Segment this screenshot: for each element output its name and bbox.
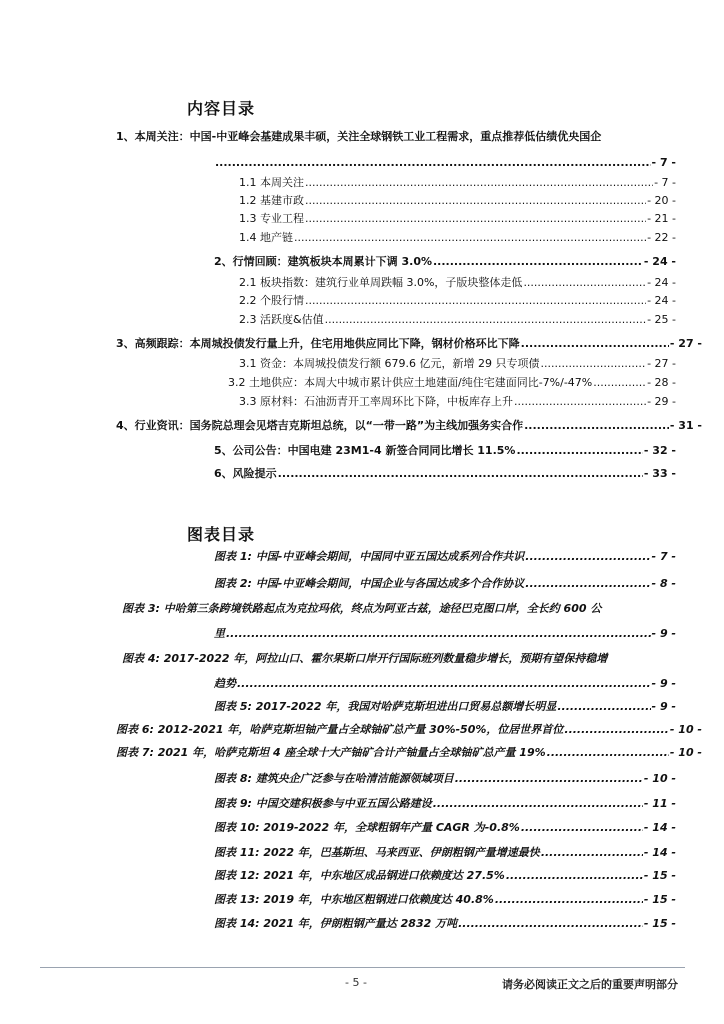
figure-entry[interactable]: 图表 9: 中国交建积极参与中亚五国公路建设 ..... - 11 - [214,797,676,811]
toc-entry[interactable]: 2.1 板块指数：建筑行业单周跌幅 3.0%，子版块整体走低 ..... - 24 - [239,276,676,290]
toc-entry[interactable]: 1.2 基建市政 ..... - 20 - [239,194,676,208]
toc-entry[interactable]: 3、高频跟踪：本周城投债发行量上升，住宅用地供应同比下降，钢材价格环比下降 ..... - 27 - [116,337,702,351]
leader-dots [215,156,651,170]
toc-entry[interactable]: ..... - 7 - [214,156,676,170]
toc-entry[interactable]: 1.1 本周关注 ..... - 7 - [239,176,676,190]
figure-list-title: 图表目录 [187,525,256,544]
figure-entry[interactable]: 图表 14: 2021 年，伊朗粗钢产量达 2832 万吨 ..... - 15 - [214,917,676,931]
figure-entry[interactable]: 图表 6: 2012-2021 年，哈萨克斯坦铀产量占全球铀矿总产量 30%-50%，位居世界首位 ..... - 10 - [116,723,702,737]
figure-entry[interactable]: 图表 10: 2019-2022 年，全球粗钢年产量 CAGR 为-0.8% ..... - 14 - [214,821,676,835]
figure-entry[interactable]: 图表 7: 2021 年，哈萨克斯坦 4 座全球十大产铀矿合计产铀量占全球铀矿总产量 19% ..... - 10 - [116,746,702,760]
toc-entry[interactable]: 3.2 土地供应：本周大中城市累计供应土地建面/纯住宅建面同比-7%/-47% ..... - 28 - [228,376,676,390]
figure-entry[interactable]: 里 ..... - 9 - [214,627,676,641]
toc-entry[interactable]: 1.4 地产链 ..... - 22 - [239,231,676,245]
toc-entry[interactable]: 2、行情回顾：建筑板块本周累计下调 3.0% ..... - 24 - [214,255,676,269]
toc-entry[interactable]: 3.3 原材料：石油沥青开工率周环比下降，中板库存上升 ..... - 29 - [239,395,676,409]
toc-entry[interactable]: 6、风险提示 ..... - 33 - [214,467,676,481]
toc-entry[interactable]: 4、行业资讯：国务院总理会见塔吉克斯坦总统，以“一带一路”为主线加强务实合作 ..... - 31 - [116,419,702,433]
toc-entry[interactable]: 2.3 活跃度&估值 ..... - 25 - [239,313,676,327]
figure-entry[interactable]: 图表 12: 2021 年，中东地区成品钢进口依赖度达 27.5% ..... - 15 - [214,869,676,883]
figure-entry[interactable]: 图表 1: 中国-中亚峰会期间，中国同中亚五国达成系列合作共识 ..... - 7 - [214,550,676,564]
page-number: - 5 - [345,976,367,989]
toc-title: 内容目录 [187,99,256,118]
figure-entry[interactable]: 图表 8: 建筑央企广泛参与在哈清洁能源领域项目 ..... - 10 - [214,772,676,786]
toc-entry[interactable]: 3.1 资金：本周城投债发行额 679.6 亿元，新增 29 只专项债 ..... - 27 - [239,357,676,371]
figure-entry[interactable]: 图表 3: 中哈第三条跨境铁路起点为克拉玛依，终点为阿亚古兹，途径巴克图口岸，全长约 600 公 [122,602,602,615]
figure-entry[interactable]: 图表 2: 中国-中亚峰会期间，中国企业与各国达成多个合作协议 ..... - 8 - [214,577,676,591]
figure-entry[interactable]: 图表 13: 2019 年，中东地区粗钢进口依赖度达 40.8% ..... - 15 - [214,893,676,907]
figure-entry[interactable]: 趋势 ..... - 9 - [214,677,676,691]
toc-entry[interactable]: 5、公司公告：中国电建 23M1-4 新签合同同比增长 11.5% ..... - 32 - [214,444,676,458]
figure-entry[interactable]: 图表 11: 2022 年，巴基斯坦、马来西亚、伊朗粗钢产量增速最快 ..... - 14 - [214,846,676,860]
figure-entry[interactable]: 图表 4: 2017-2022 年，阿拉山口、霍尔果斯口岸开行国际班列数量稳步增长，预期有望保持稳增 [122,652,608,665]
toc-entry[interactable]: 2.2 个股行情 ..... - 24 - [239,294,676,308]
footer-divider [40,967,685,968]
toc-entry[interactable]: 1、本周关注：中国-中亚峰会基建成果丰硕，关注全球钢铁工业工程需求，重点推荐低估绩优央国企 [116,130,602,143]
toc-entry[interactable]: 1.3 专业工程 ..... - 21 - [239,212,676,226]
figure-entry[interactable]: 图表 5: 2017-2022 年，我国对哈萨克斯坦进出口贸易总额增长明显 ..... - 9 - [214,700,676,714]
disclaimer-note: 请务必阅读正文之后的重要声明部分 [502,978,678,991]
